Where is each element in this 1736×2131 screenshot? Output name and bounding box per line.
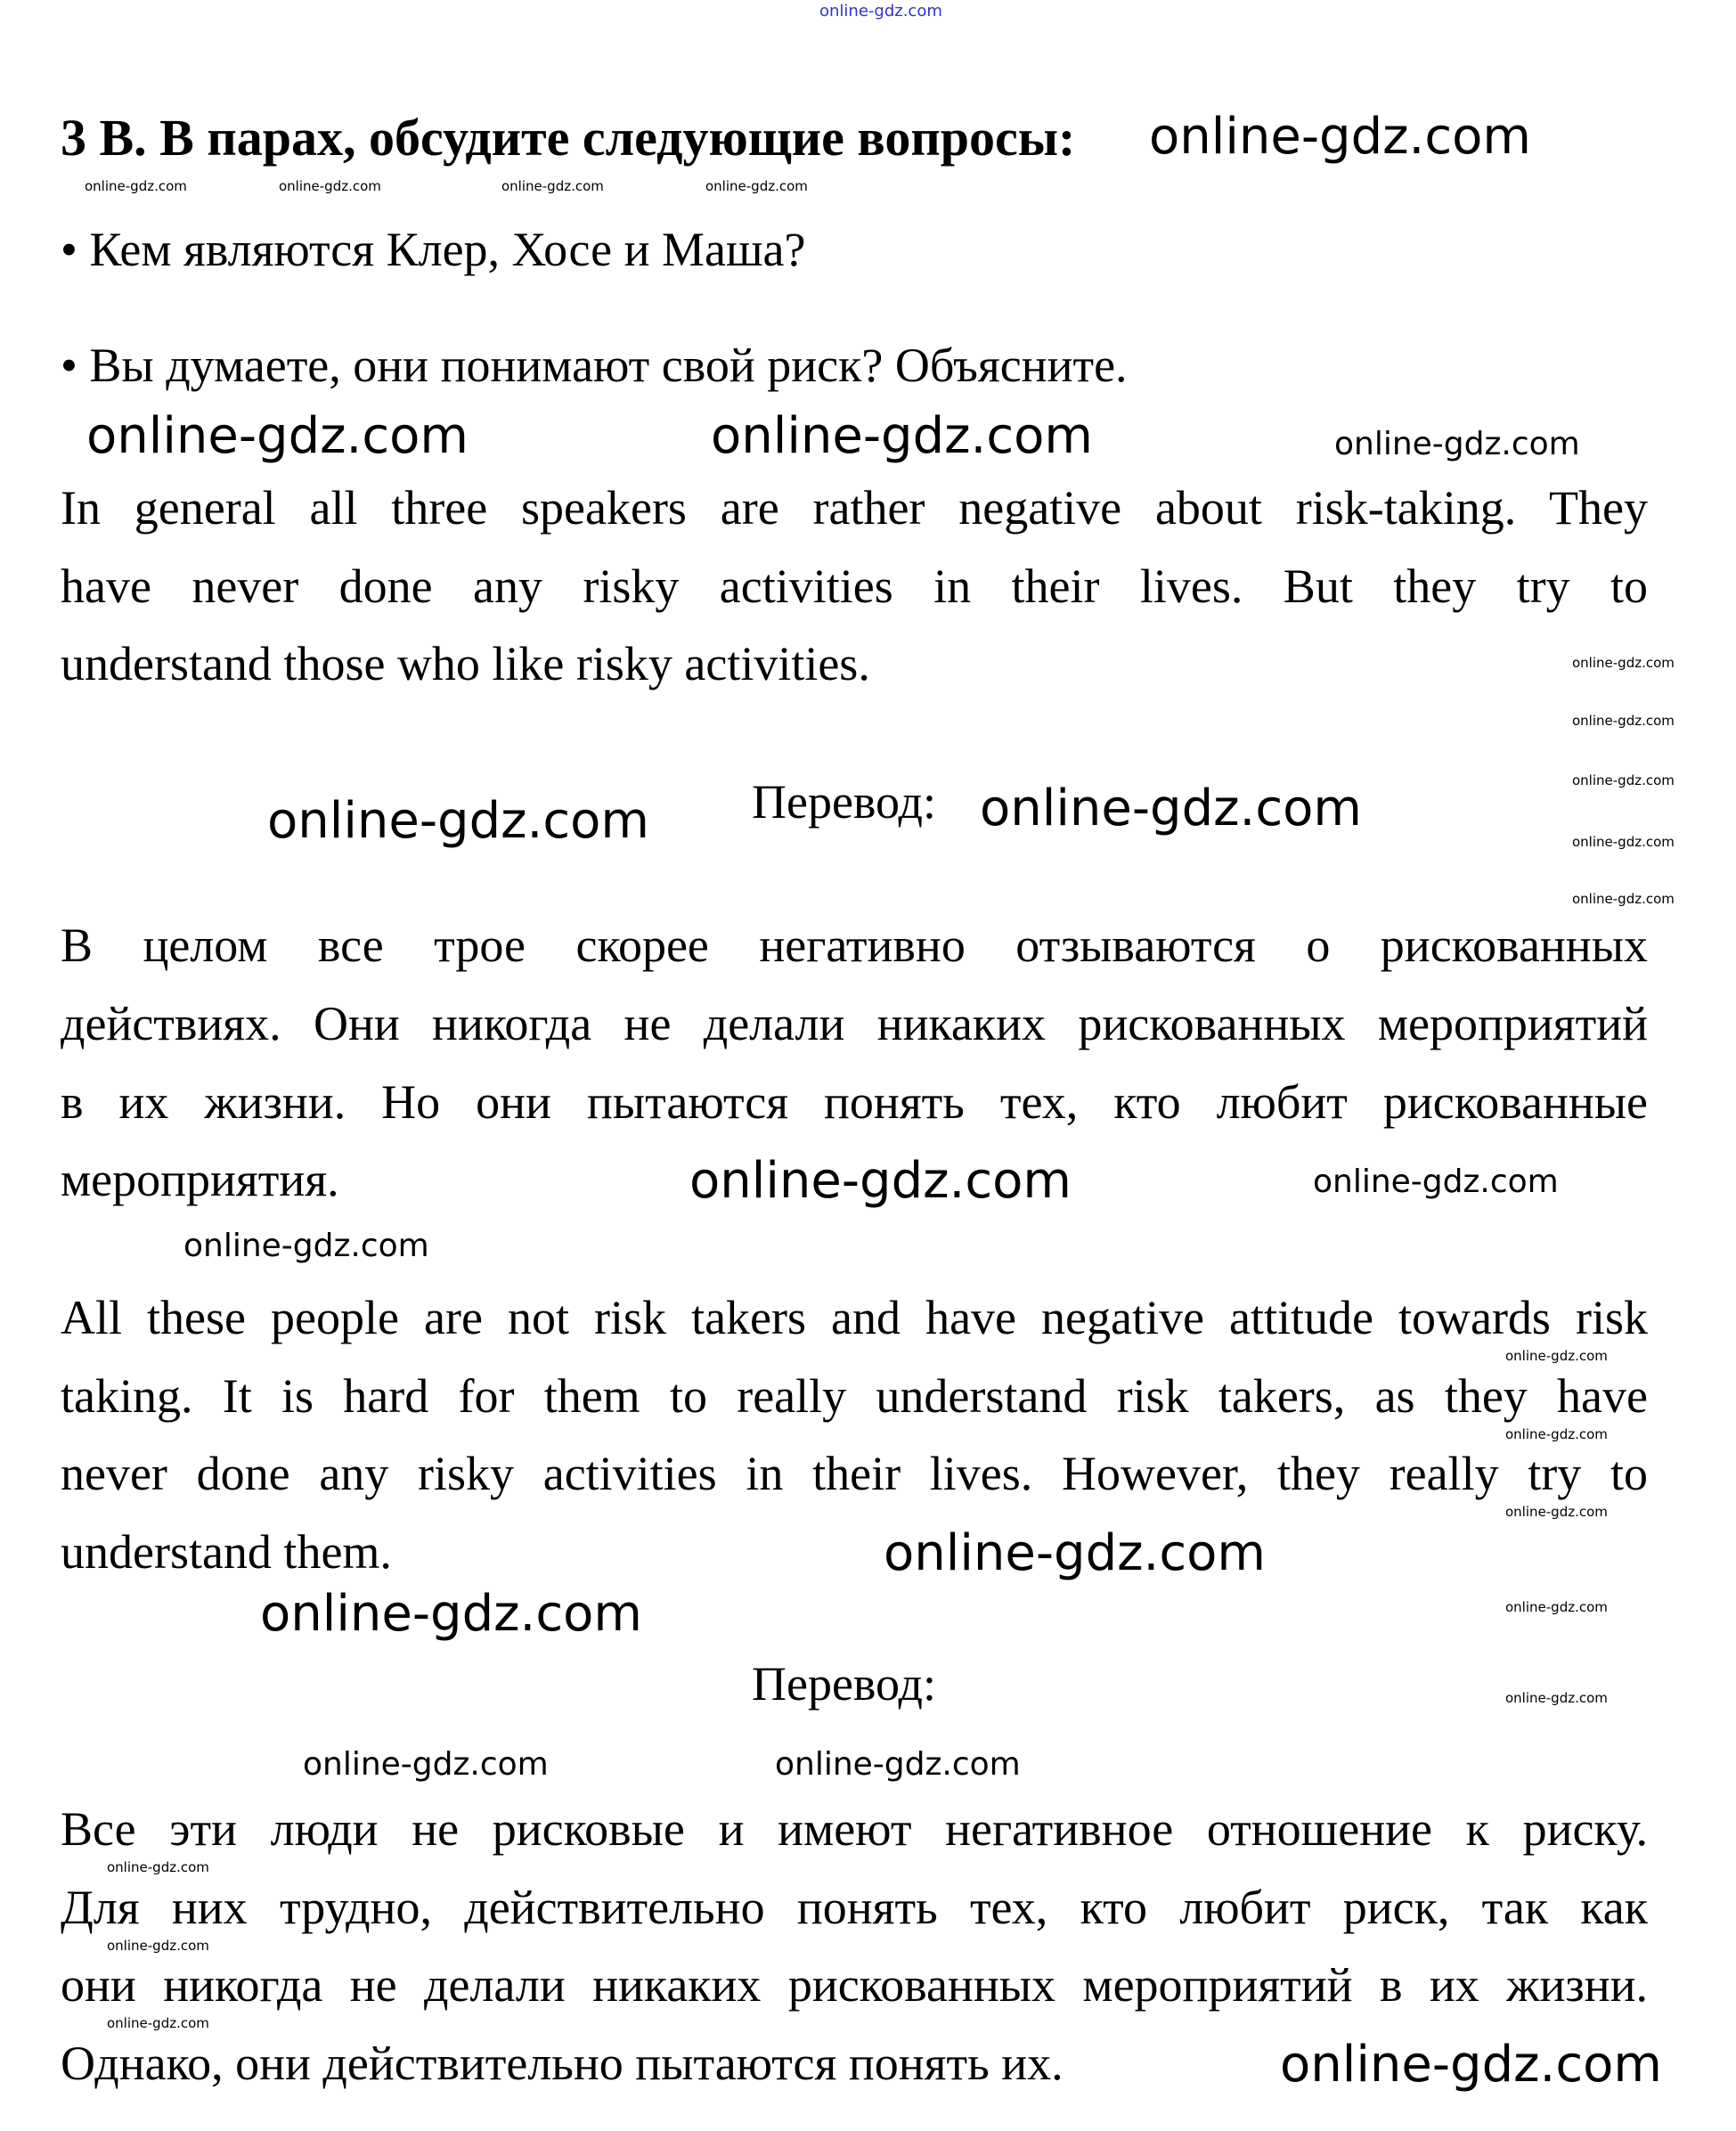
watermark: online-gdz.com bbox=[260, 1585, 642, 1643]
watermark: online-gdz.com bbox=[1334, 426, 1580, 462]
watermark: online-gdz.com bbox=[86, 407, 469, 465]
answer1-line: have never done any risky activities in their lives. But they try to bbox=[61, 559, 1648, 613]
watermark: online-gdz.com bbox=[705, 178, 808, 194]
watermark: online-gdz.com bbox=[501, 178, 604, 194]
question-2: • Вы думаете, они понимают свой риск? Объясните. bbox=[61, 339, 1128, 392]
watermark: online-gdz.com bbox=[1505, 1504, 1608, 1520]
watermark: online-gdz.com bbox=[1572, 713, 1675, 729]
watermark: online-gdz.com bbox=[775, 1746, 1021, 1783]
answer2-line: All these people are not risk takers and have negative attitude towards risk bbox=[61, 1291, 1648, 1344]
translation1-line: мероприятия. bbox=[61, 1153, 339, 1206]
watermark: online-gdz.com bbox=[1505, 1690, 1608, 1706]
watermark: online-gdz.com bbox=[1313, 1163, 1559, 1200]
watermark: online-gdz.com bbox=[183, 1228, 429, 1264]
translation2-line: Однако, они действительно пытаются понять их. bbox=[61, 2037, 1064, 2090]
watermark: online-gdz.com bbox=[1572, 772, 1675, 788]
translation2-line: Для них трудно, действительно понять тех, кто любит риск, так как bbox=[61, 1881, 1648, 1934]
watermark: online-gdz.com bbox=[85, 178, 187, 194]
translation1-line: в их жизни. Но они пытаются понять тех, кто любит рискованные bbox=[61, 1075, 1648, 1129]
watermark: online-gdz.com bbox=[1505, 1348, 1608, 1364]
watermark: online-gdz.com bbox=[884, 1524, 1266, 1582]
watermark: online-gdz.com bbox=[1572, 891, 1675, 907]
watermark: online-gdz.com bbox=[107, 1859, 209, 1875]
answer2-line: taking. It is hard for them to really understand risk takers, as they have bbox=[61, 1369, 1648, 1423]
watermark: online-gdz.com bbox=[711, 407, 1093, 465]
watermark-top: online-gdz.com bbox=[819, 2, 942, 20]
answer1-line: In general all three speakers are rather negative about risk-taking. They bbox=[61, 481, 1648, 535]
watermark: online-gdz.com bbox=[1572, 655, 1675, 671]
answer1-line: understand those who like risky activities. bbox=[61, 637, 870, 690]
translation2-line: они никогда не делали никаких рискованных мероприятий в их жизни. bbox=[61, 1958, 1648, 2012]
watermark: online-gdz.com bbox=[1505, 1426, 1608, 1442]
watermark: online-gdz.com bbox=[107, 2015, 209, 2031]
watermark: online-gdz.com bbox=[1505, 1599, 1608, 1615]
watermark: online-gdz.com bbox=[1572, 834, 1675, 850]
translation-heading: Перевод: bbox=[752, 1657, 936, 1711]
question-1: • Кем являются Клер, Хосе и Маша? bbox=[61, 223, 806, 276]
answer2-line: understand them. bbox=[61, 1525, 392, 1579]
answer2-line: never done any risky activities in their lives. However, they really try to bbox=[61, 1447, 1648, 1500]
translation-heading: Перевод: bbox=[752, 775, 936, 829]
translation2-line: Все эти люди не рисковые и имеют негативное отношение к риску. bbox=[61, 1802, 1648, 1856]
watermark: online-gdz.com bbox=[107, 1938, 209, 1954]
watermark: online-gdz.com bbox=[267, 792, 649, 850]
translation1-line: действиях. Они никогда не делали никаких рискованных мероприятий bbox=[61, 997, 1648, 1050]
watermark: online-gdz.com bbox=[980, 780, 1362, 837]
watermark: online-gdz.com bbox=[689, 1152, 1072, 1210]
exercise-title: 3 B. В парах, обсудите следующие вопросы: bbox=[61, 109, 1076, 167]
watermark: online-gdz.com bbox=[1280, 2036, 1662, 2094]
watermark: online-gdz.com bbox=[279, 178, 381, 194]
watermark: online-gdz.com bbox=[1149, 108, 1531, 166]
translation1-line: В целом все трое скорее негативно отзываются о рискованных bbox=[61, 919, 1648, 972]
watermark: online-gdz.com bbox=[303, 1746, 549, 1783]
